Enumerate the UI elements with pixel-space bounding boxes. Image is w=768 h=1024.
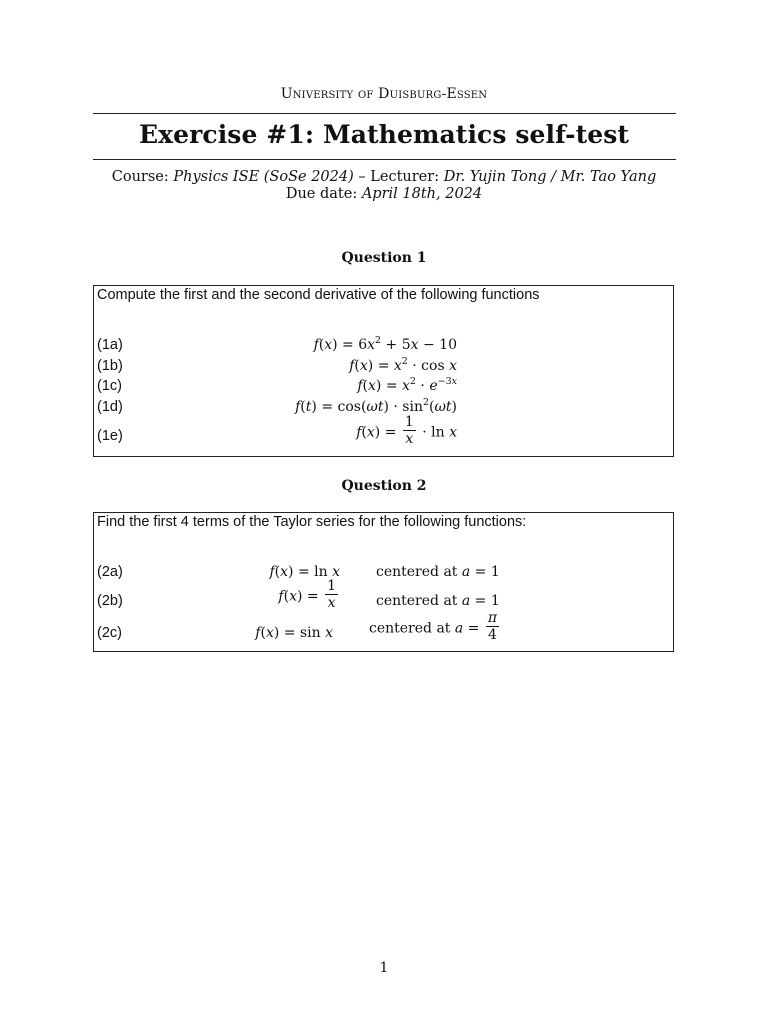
- fraction-one-over-x: $\frac{1}{x}$: [327, 578, 336, 611]
- due-label: Due date:: [285, 186, 358, 202]
- question-2-intro: Find the first 4 terms of the Taylor series for the following functions:: [97, 514, 527, 530]
- header-bottom-rule: [93, 159, 676, 160]
- item-1c-label: (1c): [97, 378, 122, 394]
- due-value: April 18th, 2024: [361, 186, 483, 202]
- item-2a-formula: f(x) = ln x: [269, 564, 340, 580]
- lecturer-value: Dr. Yujin Tong / Mr. Tao Yang: [443, 169, 657, 185]
- fraction-pi-over-4: $\frac{\pi}{4}$: [487, 610, 498, 643]
- question-2-box: [93, 512, 674, 652]
- item-2b-center: centered at a = 1: [376, 593, 500, 609]
- fraction-one-over-x: $\frac{1}{x}$: [404, 414, 414, 447]
- item-1a-label: (1a): [97, 337, 123, 353]
- item-1c-formula: $f(x) = x^2 \cdot e^{-3x}$: [357, 376, 457, 394]
- course-line: [0, 169, 768, 185]
- due-date-line: [0, 186, 768, 202]
- item-2b-formula: f(x) = $\frac{1}{x}$: [278, 578, 336, 611]
- item-1e-label: (1e): [97, 428, 123, 444]
- item-1b-formula: $f(x) = x^2 \cdot \cos x$: [349, 356, 457, 374]
- page-number: 1: [379, 960, 389, 976]
- question-1-heading: Question 1: [341, 250, 427, 266]
- item-1d-formula: $f(t) = \cos(\omega t) \cdot \sin^2(\omega t)$: [295, 397, 457, 415]
- item-2a-label: (2a): [97, 564, 123, 580]
- question-2-heading: Question 2: [341, 478, 427, 494]
- item-2b-label: (2b): [97, 593, 123, 609]
- header-top-rule: [93, 113, 676, 114]
- question-1-box: [93, 285, 674, 457]
- course-value: Physics ISE (SoSe 2024): [173, 169, 354, 185]
- item-1d-label: (1d): [97, 399, 123, 415]
- item-1e-formula: f(x) = $\frac{1}{x}$ · ln x: [356, 414, 457, 447]
- course-label: Course:: [111, 169, 169, 185]
- lecturer-label: – Lecturer:: [358, 169, 440, 185]
- university-name: University of Duisburg-Essen: [280, 86, 488, 102]
- item-2c-label: (2c): [97, 625, 122, 641]
- question-1-intro: Compute the first and the second derivative of the following functions: [97, 287, 540, 303]
- item-2c-center: centered at a = $\frac{\pi}{4}$: [369, 610, 498, 643]
- item-2a-center: centered at a = 1: [376, 564, 500, 580]
- item-1b-label: (1b): [97, 358, 123, 374]
- page-title: Exercise #1: Mathematics self-test: [138, 120, 630, 149]
- item-2c-formula: f(x) = sin x: [255, 625, 333, 641]
- item-1a-formula: $f(x) = 6x^2 + 5x - 10$: [313, 335, 457, 353]
